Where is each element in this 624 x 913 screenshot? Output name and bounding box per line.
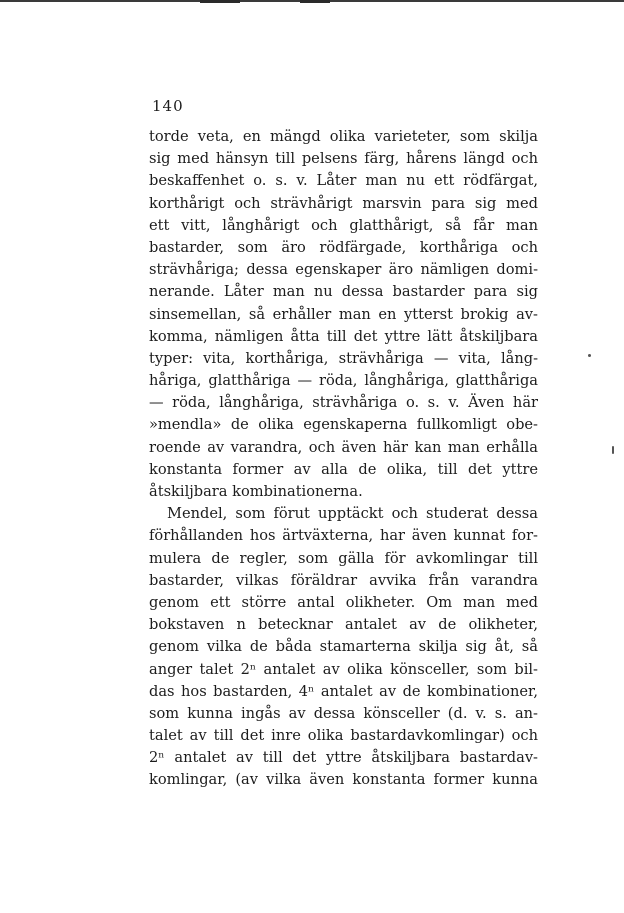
text-line: bastarder, som äro rödfärgade, korthåriga och — [149, 238, 538, 256]
text-line: das hos bastarden, 4ⁿ antalet av de kombinationer, — [149, 682, 538, 700]
text-line: ett vitt, långhårigt och glatthårigt, så får man — [149, 216, 538, 234]
text-line: anger talet 2ⁿ antalet av olika könsceller, som bil- — [149, 660, 538, 678]
text-line: som kunna ingås av dessa könsceller (d. v. s. an- — [149, 704, 538, 722]
text-line: förhållanden hos ärtväxterna, har även kunnat for- — [149, 527, 538, 545]
text-line: nerande. Låter man nu dessa bastarder para sig — [149, 283, 538, 301]
scan-edge-mark — [300, 0, 330, 3]
text-line: »mendla» de olika egenskaperna fullkomligt obe- — [149, 416, 538, 434]
text-line: sinsemellan, så erhåller man en ytterst brokig av- — [149, 305, 538, 323]
text-line: åtskiljbara kombinationerna. — [149, 483, 363, 500]
text-line: beskaffenhet o. s. v. Låter man nu ett rödfärgat, — [149, 172, 538, 190]
text-line: håriga, glatthåriga — röda, långhåriga, glatthåriga — [149, 372, 538, 390]
text-line: komlingar, (av vilka även konstanta former kunna — [149, 771, 538, 789]
body-text — [149, 126, 538, 792]
text-line: genom ett större antal olikheter. Om man med — [149, 593, 538, 611]
scan-speck — [612, 446, 614, 454]
text-line: typer: vita, korthåriga, strävhåriga — vita, lång- — [149, 349, 538, 367]
text-line: bokstaven n betecknar antalet av de olikheter, — [149, 616, 538, 634]
text-line: konstanta former av alla de olika, till det yttre — [149, 460, 538, 478]
text-line: mulera de regler, som gälla för avkomlingar till — [149, 549, 538, 567]
scan-edge-mark — [200, 0, 240, 3]
text-line: komma, nämligen åtta till det yttre lätt åtskiljbara — [149, 327, 538, 345]
text-line: talet av till det inre olika bastardavkomlingar) och — [149, 727, 538, 745]
text-line: genom vilka de båda stamarterna skilja sig åt, så — [149, 638, 538, 656]
text-line: sig med hänsyn till pelsens färg, hårens längd och — [149, 150, 538, 168]
scan-speck — [588, 354, 591, 357]
text-line: 2ⁿ antalet av till det yttre åtskiljbara bastardav- — [149, 749, 538, 767]
text-line: bastarder, vilkas föräldrar avvika från varandra — [149, 571, 538, 589]
text-line: — röda, långhåriga, strävhåriga o. s. v. Även här — [149, 394, 538, 412]
text-line: strävhåriga; dessa egenskaper äro nämligen domi- — [149, 261, 538, 279]
text-line: Mendel, som förut upptäckt och studerat dessa — [167, 505, 538, 523]
text-line: roende av varandra, och även här kan man erhålla — [149, 438, 538, 456]
page-number: 140 — [152, 97, 184, 115]
text-line: torde veta, en mängd olika varieteter, som skilja — [149, 128, 538, 145]
text-line: korthårigt och strävhårigt marsvin para sig med — [149, 194, 538, 212]
